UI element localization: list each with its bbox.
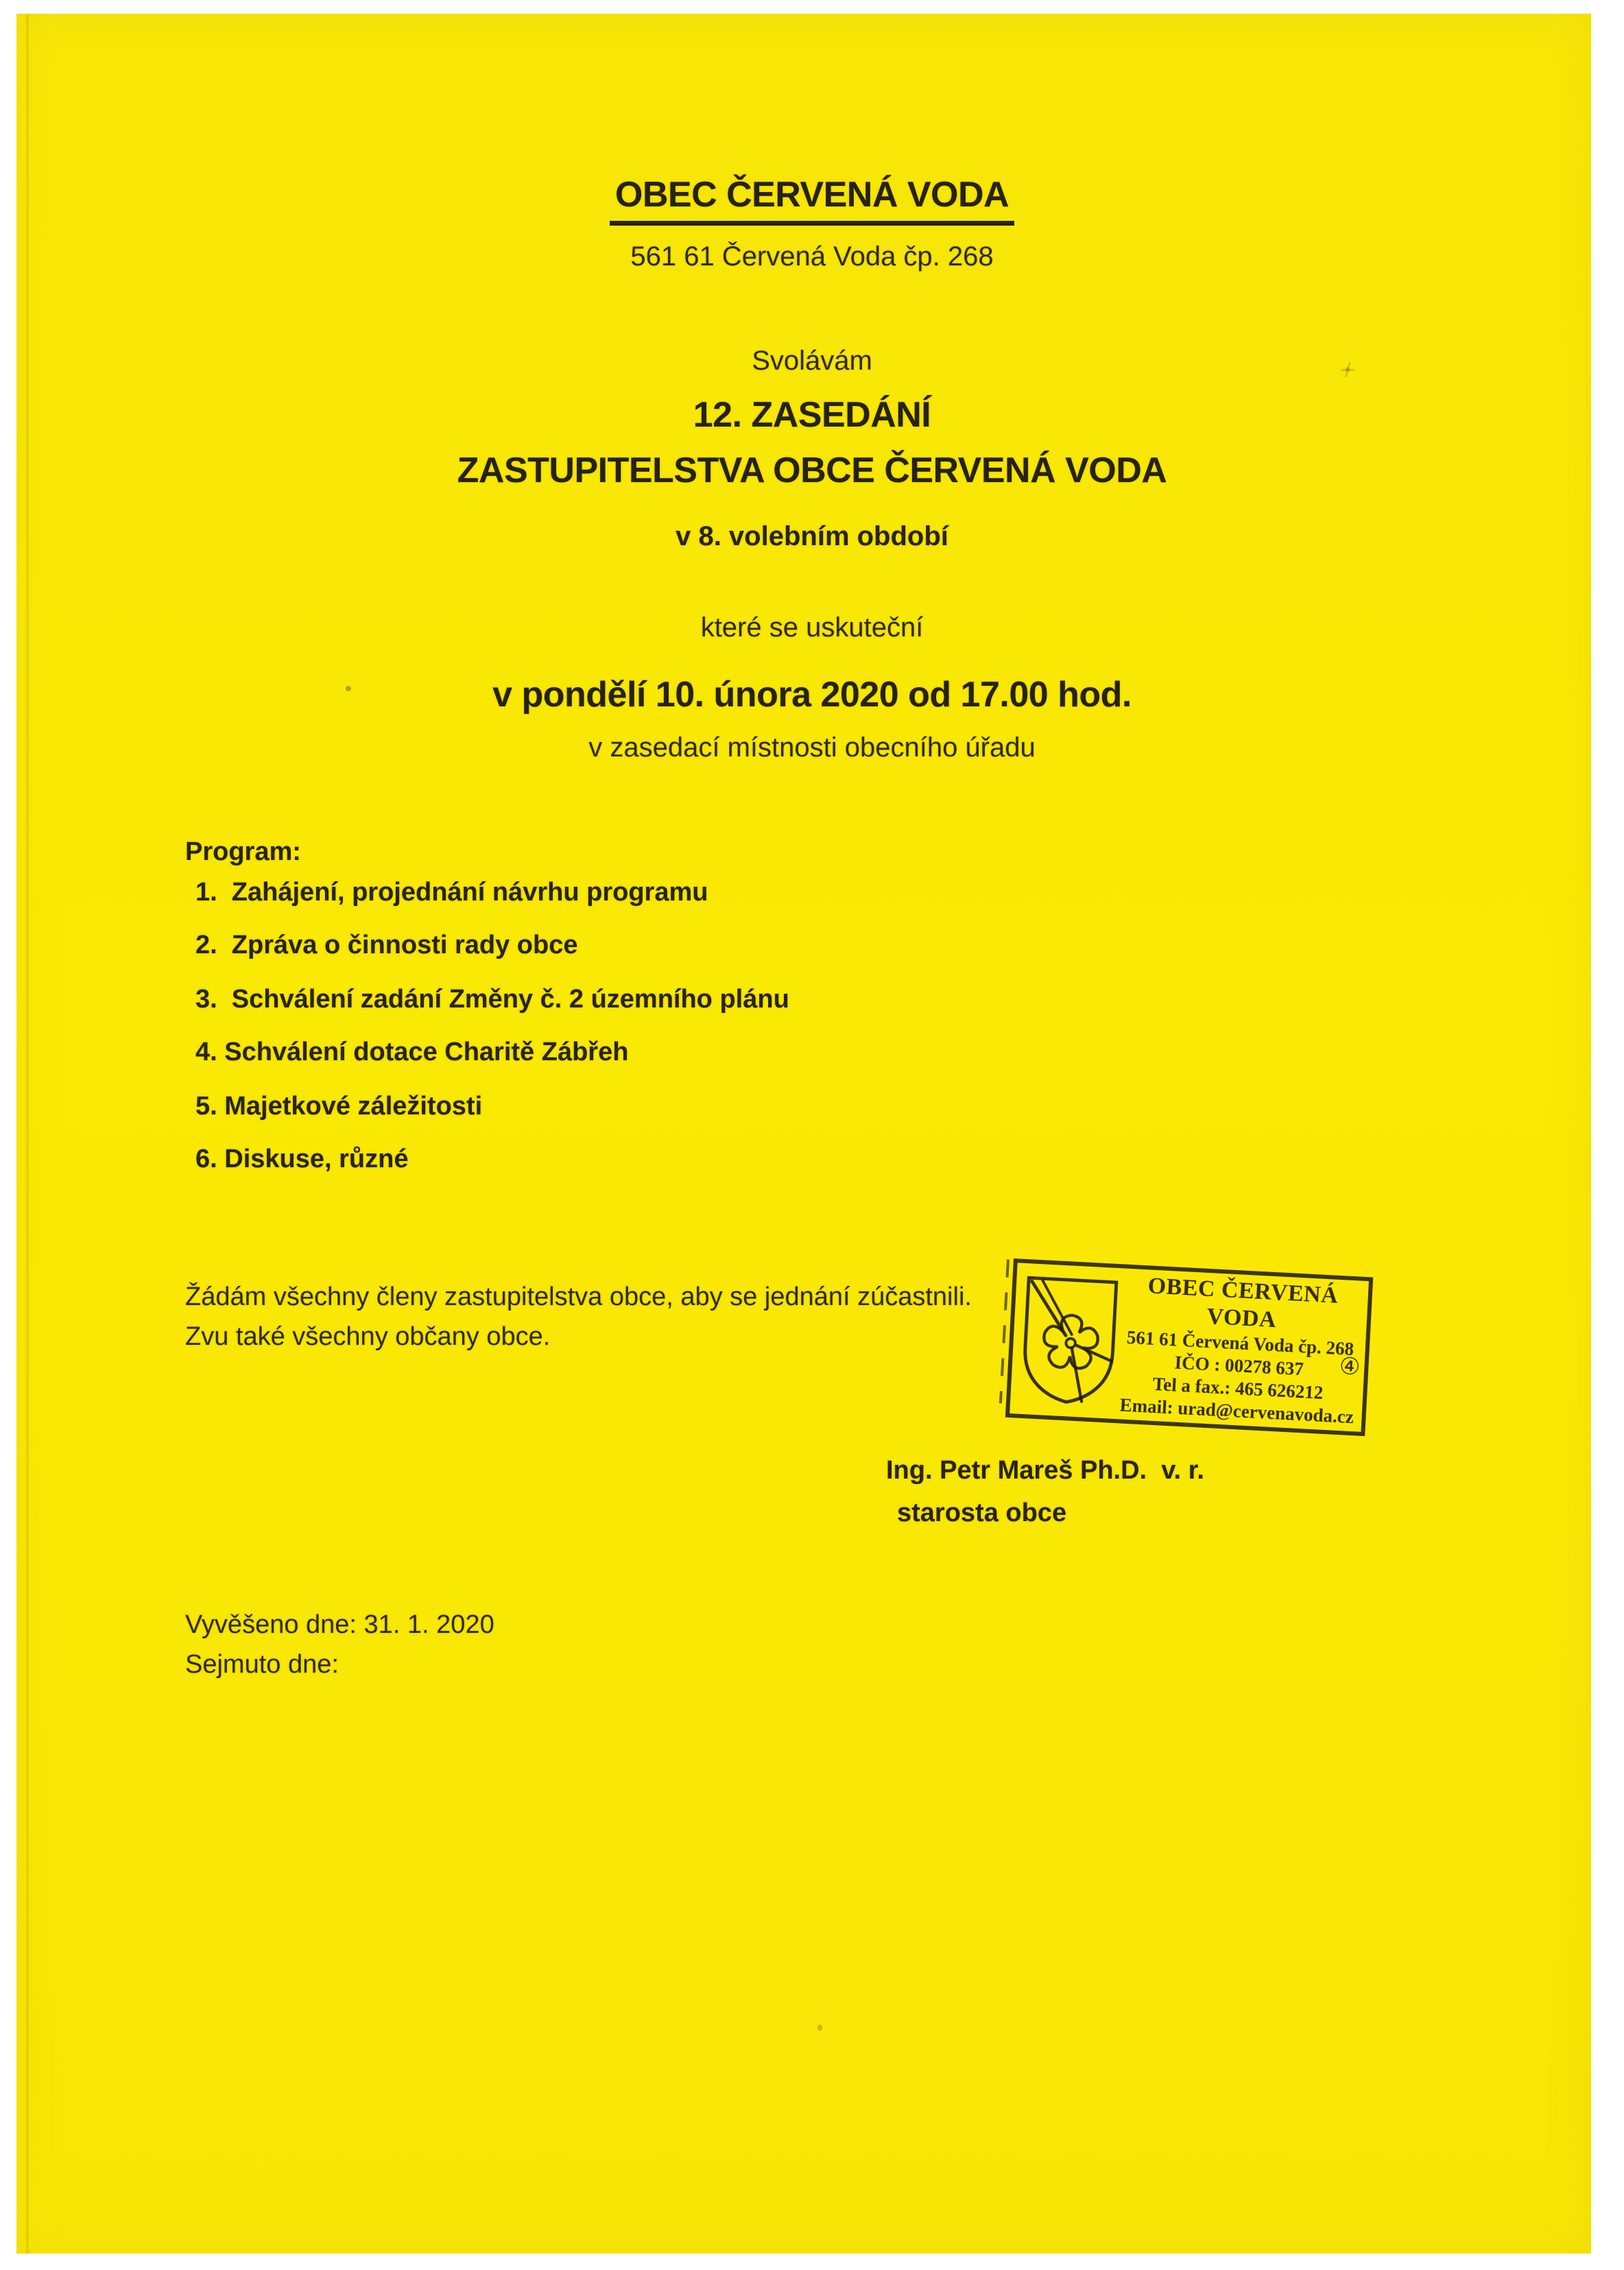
program-item: 6. Diskuse, různé <box>195 1145 409 1173</box>
stamp-email: Email: urad@cervenavoda.cz <box>1119 1394 1354 1428</box>
venue-line: v zasedací místnosti obecního úřadu <box>588 732 1036 763</box>
program-item: 4. Schválení dotace Charitě Zábřeh <box>195 1038 629 1066</box>
program-item: 3. Schválení zadání Změny č. 2 územního plánu <box>195 985 789 1014</box>
appeal-line-1: Žádám všechny členy zastupitelstva obce, aby se jednání zúčastnili. <box>185 1282 972 1311</box>
schedule-intro-line: které se uskuteční <box>700 612 924 643</box>
stamp-phone: Tel a fax.: 465 626212 <box>1152 1373 1324 1403</box>
posted-date-line: Vyvěšeno dne: 31. 1. 2020 <box>185 1610 494 1639</box>
stamp-text-block <box>1118 1271 1369 1429</box>
program-item: 2. Zpráva o činnosti rady obce <box>195 931 578 959</box>
notice-address: 561 61 Červená Voda čp. 268 <box>630 241 994 272</box>
term-line: v 8. volebním období <box>676 521 948 551</box>
notice-title: OBEC ČERVENÁ VODA <box>610 177 1014 226</box>
stamp-org-name: OBEC ČERVENÁ VODA <box>1147 1273 1339 1333</box>
session-number-line: 12. ZASEDÁNÍ <box>693 395 931 435</box>
program-item: 1. Zahájení, projednání návrhu programu <box>195 878 708 907</box>
stamp-ico: IČO : 00278 637 <box>1173 1352 1304 1380</box>
appeal-paragraph <box>185 1277 972 1357</box>
signature-role: starosta obce <box>897 1498 1067 1527</box>
appeal-line-2: Zvu také všechny občany obce. <box>185 1322 551 1351</box>
removed-date-line: Sejmuto dne: <box>185 1650 339 1679</box>
official-stamp <box>1005 1258 1373 1436</box>
schedule-datetime-line: v pondělí 10. února 2020 od 17.00 hod. <box>492 675 1132 715</box>
signature-name: Ing. Petr Mareš Ph.D. v. r. <box>886 1456 1204 1485</box>
notice-title-row <box>0 177 1624 226</box>
stamp-address: 561 61 Červená Voda čp. 268 <box>1126 1326 1354 1360</box>
program-label: Program: <box>185 837 301 866</box>
scan-artifact <box>817 2024 822 2031</box>
program-item: 5. Majetkové záležitosti <box>195 1092 483 1121</box>
session-title-line: ZASTUPITELSTVA OBCE ČERVENÁ VODA <box>457 451 1167 490</box>
coat-of-arms-icon <box>1016 1268 1126 1414</box>
stamp-number-badge: ④ <box>1338 1354 1361 1381</box>
intro-line: Svolávám <box>752 346 872 376</box>
